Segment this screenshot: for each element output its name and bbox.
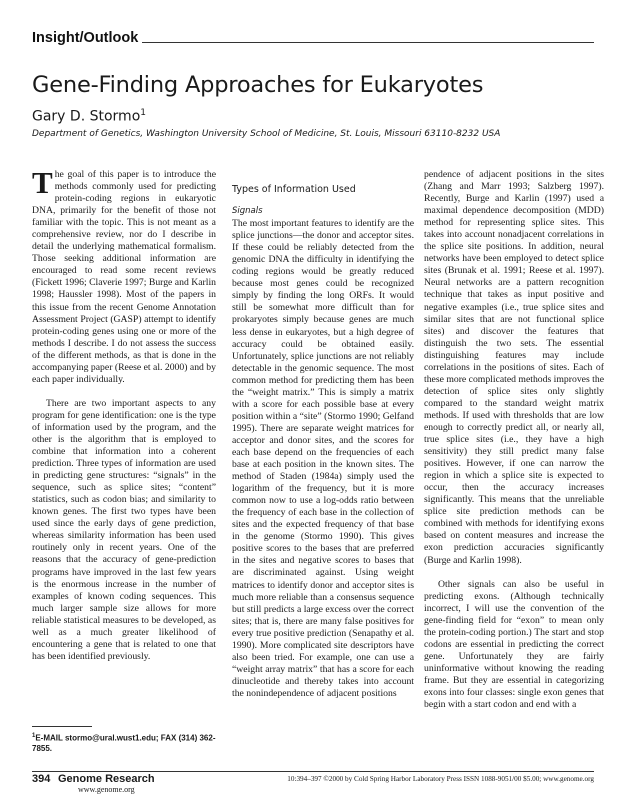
journal-website: www.genome.org	[78, 785, 135, 794]
article-title: Gene-Finding Approaches for Eukaryotes	[32, 72, 484, 98]
drop-cap: T	[32, 165, 53, 200]
section-label: Insight/Outlook	[32, 30, 139, 46]
splice-methods-paragraph: pendence of adjacent positions in the sites (Zhang and Marr 1993; Salzberg 1997). Recently, Burge and Karlin (1997) used a maximal dependence decomposition (MDD) method for representing splice sites. This takes into account nonadjacent correlations in the splice site positions. In addition, neural networks have been employed to detect splice sites (Brunak et al. 1991; Reese et al. 1997). Neural networks are a pattern recognition technique that takes as input positive and negative examples (i.e., true splice sites and similar sites that are not functional splice sites) and discover the features that distinguish the two sets. The essential distinguishing features may include correlations in the positions of sites. Each of these more complicated methods improves the detection of splice sites only slightly compared to the standard weight matrix methods. If used with thresholds that are low enough to correctly predict all, or nearly all, true splice sites (i.e., they have a high sensitivity) they still predict many false positives. However, if one can narrow the region in which a splice site is expected to occur, then the accuracy increases significantly. This means that the unreliable splice site prediction methods can be combined with methods for identifying exons based on content measures and increase the exon prediction accuracies significantly (Burge and Karlin 1998).	[424, 169, 604, 566]
footnote-rule	[32, 726, 92, 727]
header-rule	[142, 42, 594, 43]
author-text: Gary D. Stormo	[32, 108, 141, 125]
footer-rule	[32, 771, 594, 772]
author-name	[32, 108, 146, 125]
author-affiliation: Department of Genetics, Washington University School of Medicine, St. Louis, Missouri 63110-8232 USA	[32, 129, 501, 139]
journal-name: Genome Research	[58, 773, 155, 785]
body-column-1	[32, 165, 216, 663]
subsection-heading: Signals	[232, 206, 263, 217]
intro-text: he goal of this paper is to introduce the methods commonly used for predicting protein-coding regions in eukaryotic DNA, primarily for the benefit of those not familiar with the topic. This is not meant as a comprehensive review, nor do I describe in detail the underlying mathematical formalism. Those seeking additional information are encouraged to read some recent reviews (Fickett 1996; Claverie 1997; Burge and Karlin 1998; Haussler 1998). Most of the papers in this issue from the recent Genome Annotation Assessment Project (GASP) attempt to identify protein-coding genes using one or more of the methods I describe. I do not assess the success of the different methods, as that is done in the accompanying paper (Reese et al. 2000) and by each paper individually.	[32, 169, 216, 385]
footnote-mark: 1	[32, 733, 36, 739]
page-number: 394	[32, 773, 51, 785]
author-footnote-mark: 1	[140, 108, 146, 118]
footnote-text: E-MAIL stormo@ural.wust1.edu; FAX (314) 362-7855.	[32, 733, 216, 753]
body-column-2	[232, 184, 414, 700]
section-heading: Types of Information Used	[232, 184, 356, 195]
other-signals-paragraph: Other signals can also be useful in predicting exons. (Although technically incorrect, I will use the convention of the gene-finding field for “exon” to mean only the protein-coding portion.) The start and stop codons are essential in predicting the correct gene. Unfortunately they are fairly uninformative without knowing the reading frame. But they are essential in categorizing exons into four classes: single exon genes that begin with a start codon and end with a	[424, 578, 604, 711]
intro-paragraph	[32, 165, 216, 386]
footnote	[32, 731, 216, 754]
aspects-paragraph: There are two important aspects to any program for gene identification: one is the type of information used by the program, and the other is the algorithm that is employed to combine that information into a coherent prediction. Three types of information are used in predicting gene structures: “signals” in the sequence, such as splice sites; “content” statistics, such as codon bias; and similarity to known genes. The first two types have been used since the early days of gene prediction, whereas similarity information has been used routinely only in recent years. One of the reasons that the accuracy of gene-prediction programs have improved in the last few years is the enormous increase in the number of examples of known coding sequences. This much larger sample size allows for more reliable statistical measures to be developed, as well as a much greater likelihood of encountering a gene that is related to one that has been identified previously.	[32, 397, 216, 662]
body-column-3	[424, 169, 604, 711]
signals-paragraph: The most important features to identify are the splice junctions—the donor and acceptor sites. If these could be reliably detected from the genomic DNA the difficulty in identifying the coding regions would be greatly reduced because most genes could be recognized simply by finding the long ORFs. It would still be somewhat more difficult than for prokaryotes simply because genes are much less dense in eukaryotes, but a high degree of accuracy could be obtained easily. Unfortunately, splice junctions are not reliably detectable in the genomic sequence. The most common method for predicting them has been the “weight matrix.” This is simply a matrix with a score for each possible base at every position within a “site” (Stormo 1990; Gelfand 1995). There are separate weight matrices for acceptor and donor sites, and the scores for each base depend on the frequencies of each base at each position in the known sites. The method of Staden (1984a) simply used the logarithm of the frequency, but it is more common now to use a log-odds ratio between the frequency of each base in the collection of sites and the expected frequency of that base in the genome (Stormo 1990). This gives positive scores to the bases that are preferred in the sites and negative scores to bases that are discriminated against. Using weight matrices to identify donor and acceptor sites is much more reliable than a consensus sequence but still predicts a large excess over the correct sites; that is, there are many false positives for every true positive prediction (Senapathy et al. 1990). More complicated site descriptors have also been tried. For example, one can use a “weight array matrix” that has a score for each dinucleotide and thereby takes into account the nonindependence of adjacent positions	[232, 218, 414, 699]
citation-line: 10:394–397 ©2000 by Cold Spring Harbor Laboratory Press ISSN 1088-9051/00 $5.00; www.genome.org	[287, 775, 594, 783]
